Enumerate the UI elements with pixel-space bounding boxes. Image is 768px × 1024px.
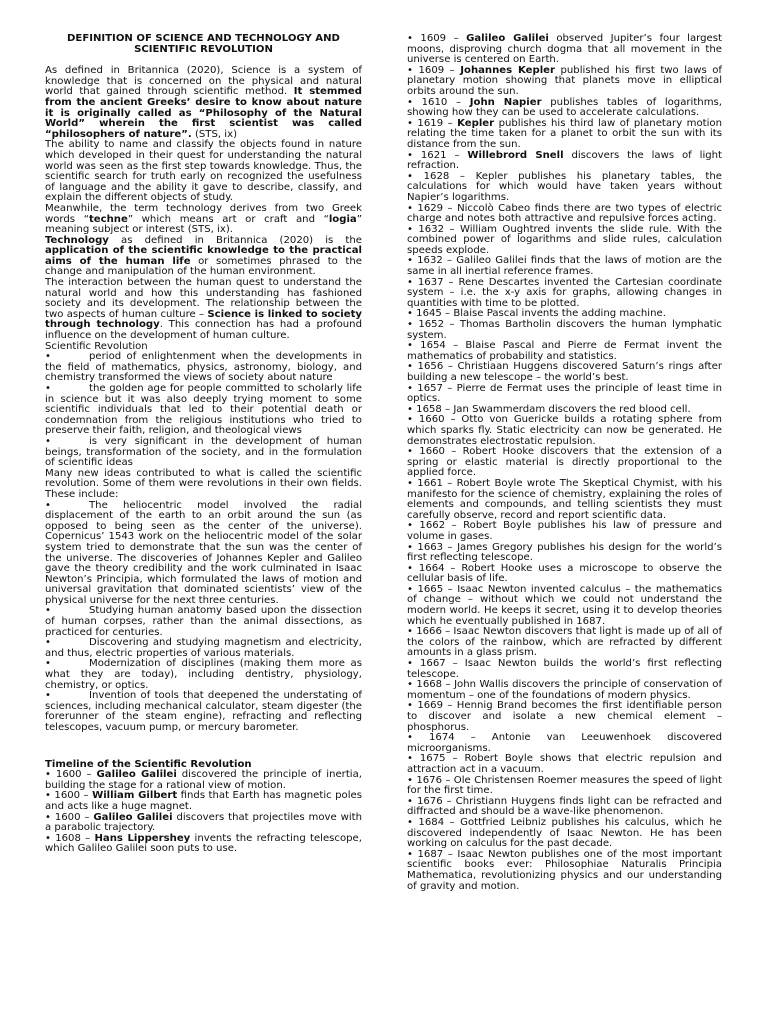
timeline-entry (407, 151, 722, 172)
timeline-date: • 1669 – Hennig Brand becomes the first identifiable person to discover and isolate a new chemical element – phosphorus. (407, 700, 722, 733)
timeline-date: • 1676 – Christiann Huygens finds light can be refracted and diffracted and should be a wave-like phenomenon. (407, 795, 722, 818)
technology-etymology (45, 204, 362, 236)
timeline-entry (407, 479, 722, 521)
timeline-text: finds that Earth has magnetic poles and acts like a huge magnet. (45, 790, 362, 812)
timeline-date: • 1676 – Ole Christensen Roemer measures the speed of light for the first time. (407, 774, 722, 797)
timeline-entry (407, 225, 722, 257)
timeline-text: invents the refracting telescope, which Galileo Galilei soon puts to use. (45, 832, 362, 855)
timeline-text: publishes tables of logarithms, showing how they can be used to accelerate calculations. (407, 96, 722, 119)
timeline-date: • 1687 – Isaac Newton publishes one of the most important scientific books ever: Philosophiae Naturalis Principia Mathematica, revolutionizing physics and our understanding of gravity and motion. (407, 848, 722, 892)
timeline-date: • 1654 – Blaise Pascal and Pierre de Fermat invent the mathematics of probability and statistics. (407, 340, 722, 362)
timeline-date: • 1652 – Thomas Bartholin discovers the human lymphatic system. (407, 319, 722, 341)
bullet-text: The heliocentric model involved the radial displacement of the earth to an orbit around the sun (as opposed to being seen as the center of the universe). Copernicus’ 1543 work on the heliocentric model of the solar system tried to demonstrate that the sun was the center of the universe. The discoveries of Johannes Kepler and Galileo gave the theory credibility and the work culminated in Isaac Newton’s Principia, which formulated the laws of motion and universal gravitation that dominated scientists’ view of the physical universe for the next three centuries. (45, 499, 362, 606)
bullet-text: period of enlightenment when the developments in the field of mathematics, physics, astronomy, biology, and chemistry transformed the views of society about nature (45, 351, 362, 384)
timeline-entry (45, 813, 362, 834)
timeline-entry (407, 521, 722, 542)
timeline-person: Hans Lippershey (94, 832, 191, 844)
bold-text: application of the scientific knowledge to the practical aims of the human life (45, 245, 362, 267)
timeline-text: observed Jupiter’s four largest moons, disproving church dogma that all movement in the universe is centered on Earth. (407, 33, 722, 66)
timeline-list-left (45, 770, 362, 855)
timeline-person: William Gilbert (92, 790, 178, 802)
timeline-date: • 1684 – Gottfried Leibniz publishes his calculus, which he discovered independently of Isaac Newton. He has been working on calculus for the past decade. (407, 816, 722, 850)
scientific-revolution-label: Scientific Revolution (45, 340, 148, 352)
bullet-icon: • (45, 383, 51, 394)
bold-text: logia (328, 213, 357, 225)
bold-text: Science is linked to society through technology (45, 308, 362, 331)
timeline-entry (45, 770, 362, 791)
bullet-item (45, 659, 362, 691)
bullet-item (45, 501, 362, 607)
text: (STS, ix) (191, 128, 238, 140)
science-definition (45, 66, 362, 140)
timeline-list-right (407, 34, 722, 892)
timeline-entry (407, 34, 722, 66)
timeline-entry (407, 850, 722, 892)
bullet-item (45, 638, 362, 659)
bullet-item (45, 606, 362, 638)
timeline-date: • 1600 – (45, 790, 93, 802)
timeline-entry (407, 172, 722, 204)
text: ” which means art or craft and “ (127, 213, 329, 225)
bullet-icon: • (45, 658, 51, 670)
bullet-text: the golden age for people committed to scholarly life in science but it was also deeply trying moment to some scientific individuals that led to their potential death or condemnation from the religious institutions who tried to preserve their faith, religion, and theological views (45, 383, 362, 437)
timeline-entry (407, 659, 722, 680)
timeline-date: • 1665 – Isaac Newton invented calculus – the mathematics of change – without which we could not understand the modern world. He keeps it secret, using it to develop theories which he eventually published in 1687. (407, 583, 722, 627)
scientific-revolution-list (45, 352, 362, 469)
paragraph-naming: The ability to name and classify the objects found in nature which developed in their quest for understanding the natural world was seen as the first step towards knowledge. Thus, the scientific search for truth early on recognized the usefulness of language and the ability it gave to describe, classify, and explain the different objects of study. (45, 139, 362, 204)
timeline-date: • 1621 – (407, 149, 468, 161)
bullet-text: Invention of tools that deepened the understating of sciences, including mechanical calculator, steam digester (the forerunner of the steam engine), refracting and reflecting telescopes, vacuum pump, or mercury barometer. (45, 690, 362, 733)
timeline-date: • 1656 – Christiaan Huggens discovered Saturn’s rings after building a new telescope – the world’s best. (407, 361, 722, 383)
timeline-date: • 1600 – (45, 769, 97, 781)
timeline-entry (407, 98, 722, 119)
document-title: DEFINITION OF SCIENCE AND TECHNOLOGY AND SCIENTIFIC REVOLUTION (67, 33, 340, 55)
bullet-text: Discovering and studying magnetism and electricity, and thus, electric properties of various materials. (45, 637, 362, 659)
bullet-icon: • (45, 351, 51, 363)
timeline-date: • 1661 – Robert Boyle wrote The Skeptical Chymist, with his manifesto for the science of chemistry, explaining the roles of elements and compounds, and telling scientists they must carefully observe, record and report scientific data. (407, 477, 722, 521)
timeline-entry (407, 341, 722, 362)
bullet-text: is very significant in the development of human beings, transformation of the society, and in the formulation of scientific ideas (45, 435, 362, 469)
timeline-date: • 1629 – Niccolò Cabeo finds there are two types of electric charge and notes both attractive and repulsive forces acting. (407, 202, 722, 225)
timeline-text: publishes his third law of planetary motion relating the time taken for a planet to orbit the sun with its distance from the sun. (407, 117, 722, 150)
timeline-entry (407, 754, 722, 775)
timeline-entry (407, 701, 722, 733)
timeline-person: Galileo Galilei (466, 33, 549, 44)
bullet-text: Studying human anatomy based upon the dissection of human corpses, rather than the animal dissections, as practiced for centuries. (45, 605, 362, 638)
timeline-person: John Napier (469, 96, 542, 108)
timeline-entry (407, 204, 722, 225)
timeline-entry (407, 256, 722, 277)
timeline-entry (407, 278, 722, 310)
timeline-entry (407, 733, 722, 754)
timeline-entry (407, 627, 722, 659)
bold-text: Technology (45, 234, 109, 246)
text: As defined in Britannica (2020), Science is a system of knowledge that is concerned on the physical and natural world that gained through scientific method. (45, 65, 362, 98)
bullet-item (45, 352, 362, 384)
timeline-text: discovers that projectiles move with a parabolic trajectory. (45, 811, 362, 834)
timeline-entry (407, 818, 722, 850)
bullet-icon: • (45, 435, 51, 447)
technology-definition (45, 236, 362, 278)
timeline-entry (407, 320, 722, 341)
timeline-entry (45, 834, 362, 855)
timeline-entry (407, 564, 722, 585)
timeline-person: Willebrord Snell (467, 149, 564, 161)
timeline-date: • 1666 – Isaac Newton discovers that light is made up of all of the colors of the rainbow, which are refracted by different amounts in a glass prism. (407, 626, 722, 659)
timeline-date: • 1660 – Otto von Guericke builds a rotating sphere from which sparks fly. Static electricity can now be generated. He demonstrates electrostatic repulsion. (407, 414, 722, 447)
spacer (45, 734, 362, 760)
timeline-date: • 1645 – Blaise Pascal invents the adding machine. (407, 308, 666, 320)
timeline-date: • 1609 – (407, 64, 461, 76)
timeline-date: • 1662 – Robert Boyle publishes his law of pressure and volume in gases. (407, 520, 722, 542)
bullet-icon: • (45, 637, 51, 649)
timeline-entry (407, 415, 722, 447)
timeline-entry (407, 543, 722, 564)
bullet-item (45, 437, 362, 469)
timeline-entry (407, 119, 722, 151)
timeline-person: Galileo Galilei (93, 811, 173, 823)
bold-text: It stemmed from the ancient Greeks’ desire to know about nature it is originally called as “Philosophy of the Natural World” wherein the first scientist was called “philosophers of nature”. (45, 86, 362, 140)
timeline-person: Galileo Galilei (96, 769, 177, 781)
right-column (407, 34, 722, 892)
new-ideas-intro: Many new ideas contributed to what is called the scientific revolution. Some of them were revolutions in their own fields. These include: (45, 467, 362, 500)
timeline-date: • 1610 – (407, 96, 470, 108)
new-ideas-list (45, 501, 362, 734)
timeline-date: • 1608 – (45, 832, 95, 844)
timeline-entry (407, 384, 722, 405)
timeline-date: • 1674 – Antonie van Leeuwenhoek discovered microorganisms. (407, 732, 722, 754)
timeline-entry (407, 776, 722, 797)
timeline-entry (45, 791, 362, 812)
timeline-date: • 1628 – Kepler publishes his planetary tables, the calculations for which would have taken years without Napier’s logarithms. (407, 170, 722, 203)
timeline-entry (407, 797, 722, 818)
bullet-icon: • (45, 499, 51, 511)
timeline-entry (407, 447, 722, 479)
bullet-item (45, 691, 362, 733)
timeline-date: • 1660 – Robert Hooke discovers that the extension of a spring or elastic material is directly proportional to the applied force. (407, 446, 722, 479)
timeline-date: • 1663 – James Gregory publishes his design for the world’s first reflecting telescope. (407, 541, 722, 564)
timeline-date: • 1658 – Jan Swammerdam discovers the red blood cell. (407, 403, 691, 415)
timeline-date: • 1657 – Pierre de Fermat uses the principle of least time in optics. (407, 382, 722, 405)
text: ” meaning subject or interest (STS, ix). (45, 213, 362, 236)
science-society-paragraph (45, 278, 362, 342)
text: The interaction between the human quest to understand the natural world and how this understanding has fashioned society and its development. The relationship between the two aspects of human culture – (45, 277, 362, 320)
bullet-text: Modernization of disciplines (making them more as what they are today), including dentistry, physiology, chemistry, or optics. (45, 658, 362, 691)
timeline-text: published his first two laws of planetary motion showing that planets move in elliptical orbits around the sun. (407, 64, 722, 97)
timeline-text: discovers the laws of light refraction. (407, 149, 723, 172)
timeline-entry (407, 362, 722, 383)
timeline-text: discovered the principle of inertia, building the stage for a rational view of motion. (45, 769, 362, 791)
text: . This connection has had a profound influence on the development of human culture. (45, 319, 362, 342)
bullet-icon: • (45, 690, 51, 702)
timeline-entry (407, 680, 722, 701)
timeline-date: • 1632 – Galileo Galilei finds that the laws of motion are the same in all inertial reference frames. (407, 255, 722, 278)
text: or sometimes phrased to the change and manipulation of the human environment. (45, 255, 362, 278)
timeline-date: • 1637 – Rene Descartes invented the Cartesian coordinate system – i.e. the x-y axis for graphs, allowing changes in quantities with time to be plotted. (407, 276, 722, 309)
bullet-icon: • (45, 605, 51, 617)
timeline-date: • 1668 – John Wallis discovers the principle of conservation of momentum – one of the foundations of modern physics. (407, 679, 722, 701)
timeline-heading: Timeline of the Scientific Revolution (45, 758, 252, 770)
timeline-person: Johannes Kepler (460, 64, 555, 76)
timeline-date: • 1632 – William Oughtred invents the slide rule. With the combined power of logarithms and slide rules, calculation speeds explode. (407, 223, 722, 256)
timeline-date: • 1667 – Isaac Newton builds the world’s first reflecting telescope. (407, 658, 722, 680)
timeline-date: • 1609 – (407, 33, 467, 44)
text: Meanwhile, the term technology derives from two Greek words “ (45, 202, 362, 225)
timeline-date: • 1675 – Robert Boyle shows that electric repulsion and attraction act in a vacuum. (407, 753, 722, 775)
timeline-entry (407, 66, 722, 98)
timeline-person: Kepler (457, 117, 495, 129)
bullet-item (45, 384, 362, 437)
text: as defined in Britannica (2020) is the (108, 234, 362, 246)
timeline-date: • 1619 – (407, 117, 458, 129)
timeline-date: • 1664 – Robert Hooke uses a microscope to observe the cellular basis of life. (407, 562, 722, 585)
left-column (45, 34, 362, 855)
timeline-entry (407, 585, 722, 627)
bold-text: techne (88, 213, 128, 225)
timeline-date: • 1600 – (45, 811, 94, 823)
